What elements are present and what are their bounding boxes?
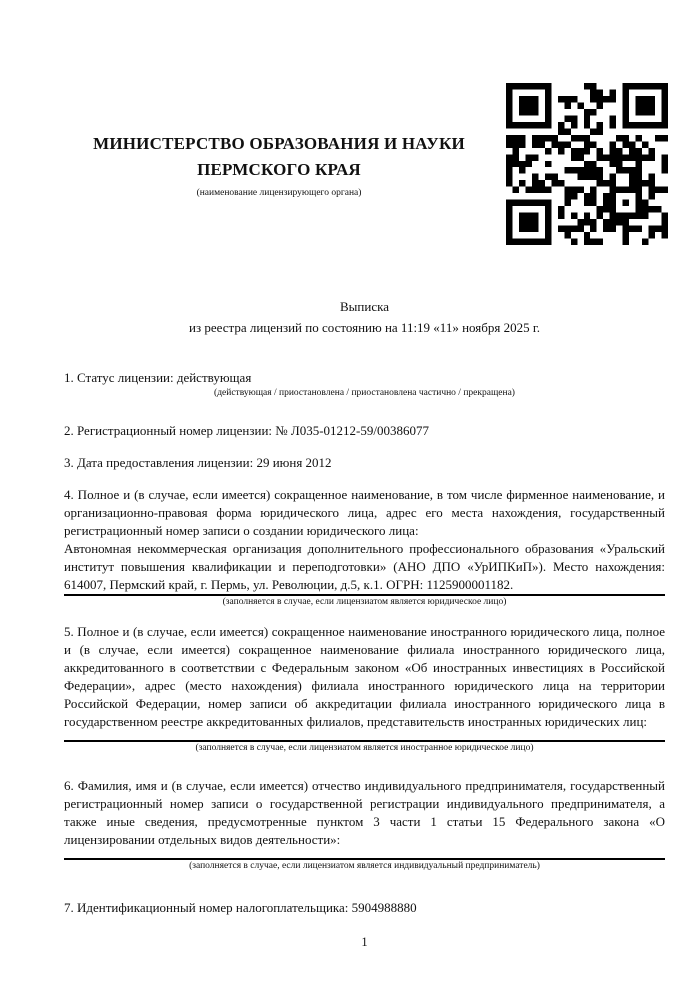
item-legal-entity — [64, 486, 665, 609]
qr-code — [506, 83, 668, 245]
item-license-status-note: (действующая / приостановлена / приостановлена частично / прекращена) — [214, 388, 515, 398]
document-body — [64, 296, 665, 951]
item-grant-date — [64, 454, 665, 472]
item-foreign-entity — [64, 623, 665, 755]
document-title-line2: из реестра лицензий по состоянию на 11:19 «11» ноября 2025 г. — [189, 320, 540, 335]
item-individual-entrepreneur-note: (заполняется в случае, если лицензиатом является индивидуальный предприниматель) — [189, 861, 540, 871]
ministry-name-line1: МИНИСТЕРСТВО ОБРАЗОВАНИЯ И НАУКИ — [93, 134, 465, 153]
item-registration-number — [64, 422, 665, 440]
ministry-note: (наименование лицензирующего органа) — [196, 188, 362, 198]
item-individual-entrepreneur-text: 6. Фамилия, имя и (в случае, если имеется) отчество индивидуального предпринимателя, государственный регистрационный номер записи о государственной регистрации индивидуального предпринимателя, а также иные сведения, предусмотренные пунктом 3 части 1 статьи 15 Федерального закона «О лицензировании отдельных видов деятельности»: — [64, 778, 665, 847]
ministry-name-line2: ПЕРМСКОГО КРАЯ — [197, 160, 361, 179]
item-license-status-text: 1. Статус лицензии: действующая — [64, 370, 252, 385]
item-registration-number-text: 2. Регистрационный номер лицензии: № Л035-01212-59/00386077 — [64, 423, 430, 438]
item-grant-date-text: 3. Дата предоставления лицензии: 29 июня 2012 — [64, 455, 332, 470]
item-legal-entity-value: Автономная некоммерческая организация дополнительного профессионального образования «Уральский институт повышения квалификации и переподготовки» (АНО ДПО «УрИПКиП»). Место нахождения: 614007, Пермский край, г. Пермь, ул. Революции, д.5, к.1. ОГРН: 1125900001182. — [64, 541, 665, 592]
document-title-line1: Выписка — [340, 299, 389, 314]
item-individual-entrepreneur — [64, 777, 665, 873]
qr-code-image — [506, 83, 668, 245]
item-legal-entity-note: (заполняется в случае, если лицензиатом является юридическое лицо) — [222, 597, 507, 607]
item-foreign-entity-text: 5. Полное и (в случае, если имеется) сокращенное наименование иностранного юридического лица, полное и (в случае, если имеется) сокращенное наименование филиала иностранного юридического лица, аккредитованного в соответствии с Федеральным законом «Об иностранных инвестициях в Российской Федерации», адрес (место нахождения) филиала иностранного юридического лица на территории Российской Федерации, номер записи об аккредитации филиала иностранного юридического лица в государственном реестре аккредитованных филиалов, представительств иностранных юридических лиц: — [64, 624, 665, 729]
item-foreign-entity-note: (заполняется в случае, если лицензиатом является иностранное юридическое лицо) — [195, 743, 534, 753]
item-taxpayer-id — [64, 899, 665, 917]
document-title — [64, 296, 665, 338]
item-license-status — [64, 369, 665, 400]
item-taxpayer-id-text: 7. Идентификационный номер налогоплательщика: 5904988880 — [64, 900, 417, 915]
item-legal-entity-text: 4. Полное и (в случае, если имеется) сокращенное наименование, в том числе фирменное наименование, и организационно-правовая форма юридического лица, адрес его места нахождения, государственный регистрационный номер записи о создании юридического лица: — [64, 487, 665, 538]
ministry-header — [64, 131, 494, 200]
page-number: 1 — [361, 935, 368, 949]
